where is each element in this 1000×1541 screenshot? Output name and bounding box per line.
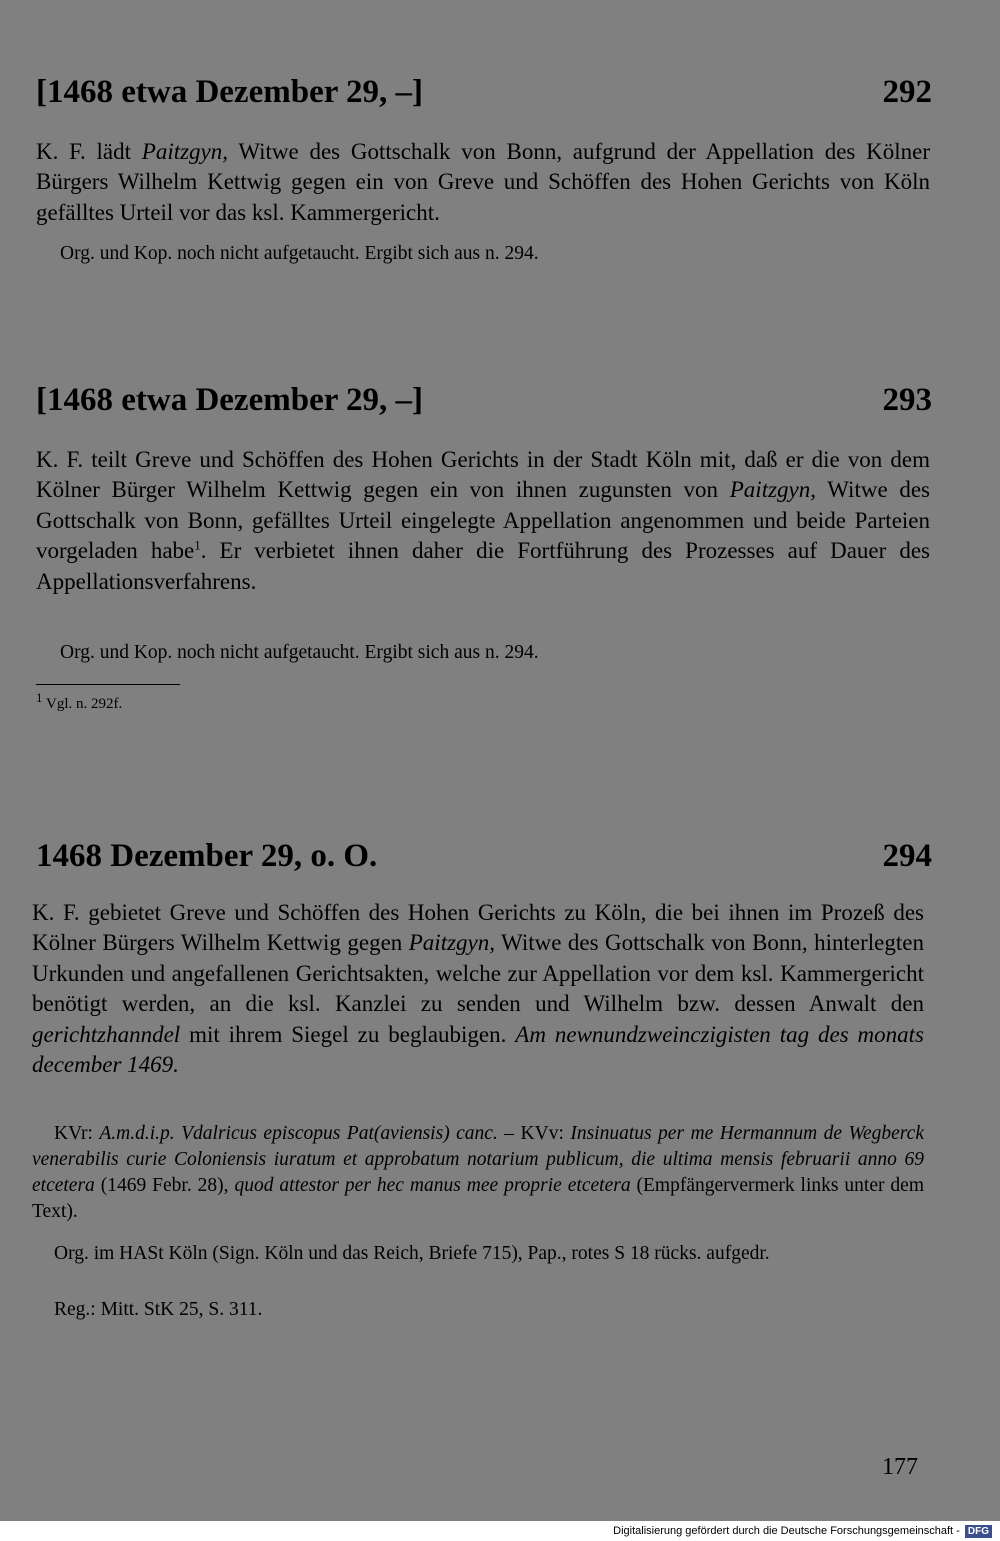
entry-292-source-note: Org. und Kop. noch nicht aufgetaucht. Ergibt sich aus n. 294. [60, 243, 539, 264]
text-run: (1469 Febr. 28), [94, 1175, 235, 1196]
italic-run: Paitzgyn, [408, 930, 495, 956]
entry-294-archive-note: Org. im HASt Köln (Sign. Köln und das Reich, Briefe 715), Pap., rotes S 18 rücks. aufgedr. [54, 1243, 770, 1264]
italic-run: Insinuatus per me Hermannum de Wegberck venerabilis curie Coloniensis iuratum et approbatum notarium publicum, die ultima mensis februarii anno 69 etcetera [32, 1123, 924, 1196]
text-run: – KVv: [497, 1123, 571, 1144]
page-number: 177 [882, 1454, 918, 1480]
text-run: (Empfängervermerk links unter dem Text). [32, 1175, 924, 1222]
entry-294-regest: Reg.: Mitt. StK 25, S. 311. [54, 1299, 263, 1320]
italic-run: Am newnundzweinczigisten tag des monats december 1469. [32, 1021, 924, 1078]
footnote-text: Vgl. n. 292f. [45, 696, 123, 712]
italic-run: A.m.d.i.p. Vdalricus episcopus Pat(aviensis) canc. [99, 1123, 498, 1144]
entry-number: 293 [882, 382, 932, 418]
funding-credit: Digitalisierung gefördert durch die Deutsche Forschungsgemeinschaft - [613, 1525, 960, 1537]
footnote-divider [36, 684, 180, 685]
text-run: KVr: [54, 1123, 100, 1144]
text-run: K. F. gebietet Greve und Schöffen des Hohen Gerichts zu Köln, die bei ihnen im Prozeß des Kölner Bürgers Wilhelm Kettwig gegen [32, 900, 924, 956]
footer-bar [0, 1521, 1000, 1541]
text-run: . Er verbietet ihnen daher die Fortführung des Prozesses auf Dauer des Appellationsverfahrens. [36, 538, 930, 594]
footnote-mark: 1 [36, 690, 43, 705]
text-run: mit ihrem Siegel zu beglaubigen. [180, 1021, 516, 1047]
footnote [36, 690, 123, 713]
entry-293-source-note: Org. und Kop. noch nicht aufgetaucht. Ergibt sich aus n. 294. [60, 642, 539, 663]
entry-date: [1468 etwa Dezember 29, –] [36, 382, 424, 418]
entry-293-text [36, 445, 930, 597]
entry-date: 1468 Dezember 29, o. O. [36, 838, 378, 874]
entry-number: 292 [882, 74, 932, 110]
entry-292-text [36, 137, 930, 228]
italic-run: Paitzgyn, [729, 477, 816, 503]
dfg-logo: DFG [965, 1525, 992, 1538]
text-run: K. F. lädt [36, 139, 142, 164]
italic-run: Paitzgyn, [141, 139, 229, 164]
entry-294-text [32, 898, 924, 1080]
entry-number: 294 [882, 838, 932, 874]
text-run: Witwe des Gottschalk von Bonn, aufgrund der Appellation des Kölner Bürgers Wilhelm Kettwig gegen ein von Greve und Schöffen des Hohen Gerichts von Köln gefälltes Urteil vor das ksl. Kammergericht. [36, 139, 930, 225]
text-run: Witwe des Gottschalk von Bonn, hinterlegten Urkunden und angefallenen Gerichtsakten, welche zur Appellation vor dem ksl. Kammergericht benötigt werden, an die ksl. Kanzlei zu senden und Wilhelm bzw. dessen Anwalt den [32, 930, 924, 1017]
italic-run: quod attestor per hec manus mee proprie etcetera [234, 1175, 631, 1196]
entry-date: [1468 etwa Dezember 29, –] [36, 74, 424, 110]
footnote-ref: 1 [194, 537, 201, 553]
text-run: K. F. teilt Greve und Schöffen des Hohen Gerichts in der Stadt Köln mit, daß er die von dem Kölner Bürger Wilhelm Kettwig gegen ein von ihnen zugunsten von [36, 447, 930, 503]
text-run: Witwe des Gottschalk von Bonn, gefälltes Urteil eingelegte Appellation angenommen und beide Parteien vorgeladen habe [36, 477, 930, 564]
entry-294-endorsement-note [32, 1121, 924, 1225]
italic-run: gerichtzhanndel [32, 1021, 181, 1047]
